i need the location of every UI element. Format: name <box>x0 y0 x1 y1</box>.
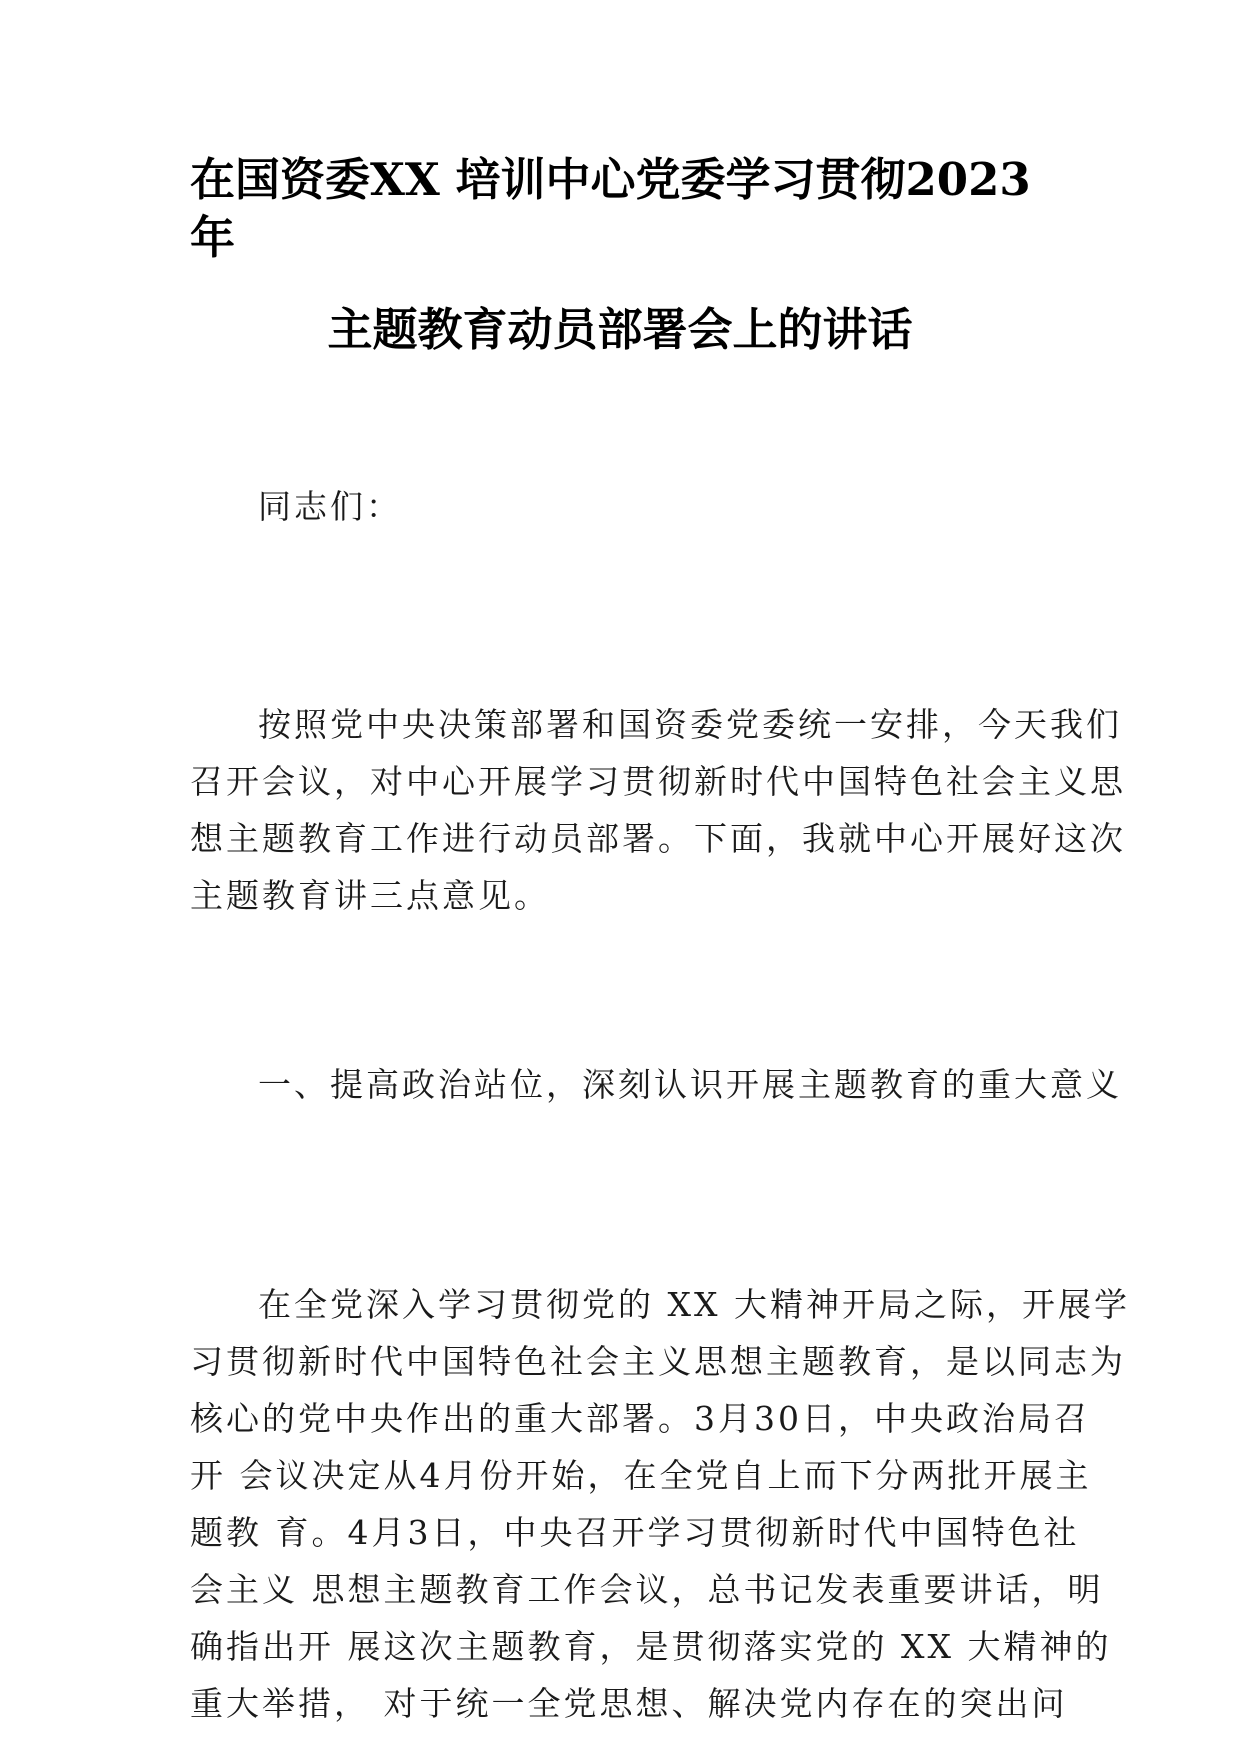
paragraph-1-line: 按照党中央决策部署和国资委党委统一安排，今天我们 <box>258 705 1122 744</box>
paragraph-2-line: 开 会议决定从4月份开始，在全党自上而下分两批开展主 <box>190 1456 1092 1495</box>
paragraph-1-line: 召开会议，对中心开展学习贯彻新时代中国特色社会主义思 <box>190 762 1126 801</box>
document-title-line-1: 在国资委XX 培训中心党委学习贯彻2023 <box>190 153 1031 206</box>
document-title-line-2: 年 <box>190 211 236 264</box>
paragraph-2-line: 在全党深入学习贯彻党的 XX 大精神开局之际，开展学 <box>258 1285 1130 1324</box>
paragraph-2-line: 确指出开 展这次主题教育，是贯彻落实党的 XX 大精神的 <box>190 1627 1112 1666</box>
paragraph-2-line: 题教 育。4月3日，中央召开学习贯彻新时代中国特色社 <box>190 1513 1080 1552</box>
paragraph-1-line: 主题教育讲三点意见。 <box>190 876 550 915</box>
section-heading-1: 一、提高政治站位，深刻认识开展主题教育的重大意义 <box>258 1065 1122 1104</box>
paragraph-2-line: 习贯彻新时代中国特色社会主义思想主题教育，是以同志为 <box>190 1342 1126 1381</box>
document-title-line-3: 主题教育动员部署会上的讲话 <box>327 303 913 356</box>
paragraph-2-line: 重大举措， 对于统一全党思想、解决党内存在的突出问 <box>190 1684 1068 1723</box>
paragraph-2-line: 会主义 思想主题教育工作会议，总书记发表重要讲话，明 <box>190 1570 1104 1609</box>
salutation: 同志们： <box>258 487 402 526</box>
paragraph-2-line: 核心的党中央作出的重大部署。3月30日，中央政治局召 <box>190 1399 1090 1438</box>
paragraph-1-line: 想主题教育工作进行动员部署。下面，我就中心开展好这次 <box>190 819 1126 858</box>
